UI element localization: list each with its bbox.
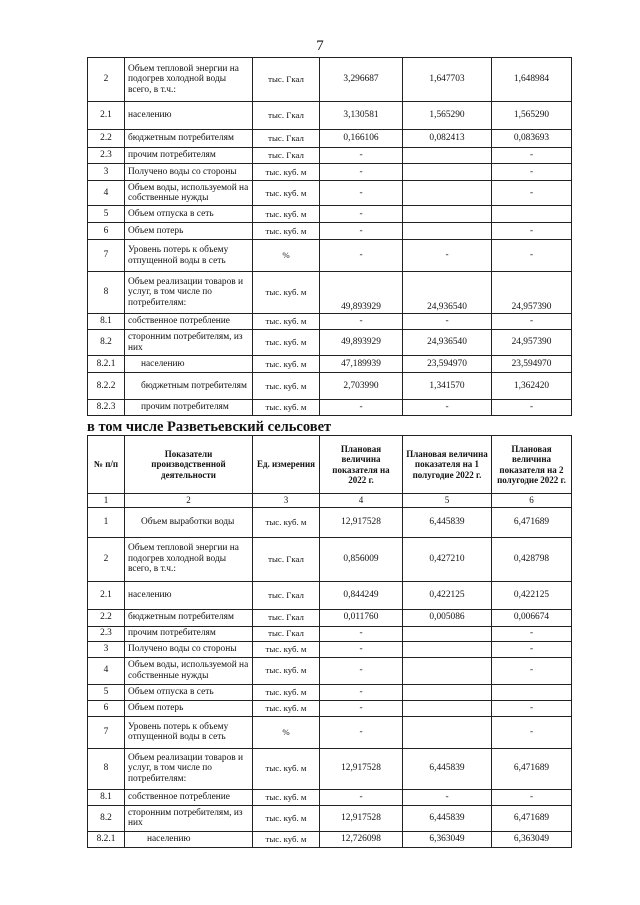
row-plan-h1: 6,445839 xyxy=(403,748,492,789)
row-plan-h1: 6,363049 xyxy=(403,831,492,847)
row-indicator-name: населению xyxy=(125,356,253,373)
table-row xyxy=(88,507,572,537)
table-row xyxy=(88,609,572,626)
row-unit: тыс. куб. м xyxy=(253,181,320,206)
row-unit: тыс. Гкал xyxy=(253,102,320,130)
row-plan-year: 12,917528 xyxy=(320,507,403,537)
row-unit: тыс. Гкал xyxy=(253,130,320,148)
row-indicator-name: Объем тепловой энергии на подогрев холодной воды всего, в т.ч.: xyxy=(125,537,253,581)
row-unit: тыс. куб. м xyxy=(253,206,320,223)
table-row xyxy=(88,240,572,272)
row-plan-h1: 6,445839 xyxy=(403,507,492,537)
header-no: № п/п xyxy=(88,436,125,494)
table-row xyxy=(88,626,572,641)
table-row xyxy=(88,641,572,657)
row-plan-h2: 0,083693 xyxy=(492,130,572,148)
row-plan-h2: - xyxy=(492,716,572,748)
row-plan-year: 3,130581 xyxy=(320,102,403,130)
row-plan-year: - xyxy=(320,164,403,181)
column-number: 6 xyxy=(492,494,572,508)
row-unit: тыс. куб. м xyxy=(253,400,320,416)
row-number: 2 xyxy=(88,537,125,581)
header-plan-h1: Плановая величина показателя на 1 полугодие 2022 г. xyxy=(403,436,492,494)
row-indicator-name: населению xyxy=(125,581,253,609)
row-plan-year: - xyxy=(320,400,403,416)
row-unit: тыс. куб. м xyxy=(253,356,320,373)
row-unit: тыс. Гкал xyxy=(253,148,320,164)
row-plan-year: 12,917528 xyxy=(320,805,403,831)
row-plan-h1: 6,445839 xyxy=(403,805,492,831)
row-plan-h1 xyxy=(403,626,492,641)
row-indicator-name: сторонним потребителям, из них xyxy=(125,330,253,356)
row-number: 5 xyxy=(88,684,125,700)
row-plan-h2: 6,471689 xyxy=(492,748,572,789)
row-indicator-name: Объем воды, используемой на собственные нужды xyxy=(125,657,253,684)
row-plan-year: - xyxy=(320,148,403,164)
row-indicator-name: Объем выработки воды xyxy=(125,507,253,537)
row-plan-year: - xyxy=(320,223,403,240)
page-number: 7 xyxy=(316,38,324,54)
row-plan-h1: 24,936540 xyxy=(403,272,492,314)
row-indicator-name: Получено воды со стороны xyxy=(125,641,253,657)
row-number: 7 xyxy=(88,716,125,748)
row-plan-h2: 23,594970 xyxy=(492,356,572,373)
row-plan-year: 0,856009 xyxy=(320,537,403,581)
row-unit: тыс. куб. м xyxy=(253,223,320,240)
row-indicator-name: бюджетным потребителям xyxy=(125,130,253,148)
row-plan-h2: - xyxy=(492,314,572,330)
table-row xyxy=(88,58,572,102)
table-row xyxy=(88,130,572,148)
row-unit: тыс. куб. м xyxy=(253,507,320,537)
row-plan-h2: - xyxy=(492,789,572,805)
row-unit: тыс. Гкал xyxy=(253,537,320,581)
row-number: 2.1 xyxy=(88,102,125,130)
table-row xyxy=(88,657,572,684)
row-number: 2.3 xyxy=(88,148,125,164)
row-plan-h1 xyxy=(403,206,492,223)
row-plan-year: - xyxy=(320,314,403,330)
row-plan-h2: - xyxy=(492,657,572,684)
row-number: 8.2.2 xyxy=(88,373,125,400)
row-plan-year: - xyxy=(320,240,403,272)
row-indicator-name: Получено воды со стороны xyxy=(125,164,253,181)
row-plan-h1: 0,005086 xyxy=(403,609,492,626)
row-unit: тыс. куб. м xyxy=(253,272,320,314)
row-unit: тыс. Гкал xyxy=(253,581,320,609)
row-number: 3 xyxy=(88,641,125,657)
row-plan-h2: 6,471689 xyxy=(492,805,572,831)
row-plan-year: - xyxy=(320,716,403,748)
row-plan-year: - xyxy=(320,641,403,657)
row-plan-year: 49,893929 xyxy=(320,272,403,314)
row-number: 1 xyxy=(88,507,125,537)
row-plan-h1: - xyxy=(403,789,492,805)
row-plan-year: 0,844249 xyxy=(320,581,403,609)
table-row xyxy=(88,537,572,581)
row-number: 8 xyxy=(88,748,125,789)
column-number-row xyxy=(88,494,572,508)
row-number: 8.2 xyxy=(88,805,125,831)
production-indicators-table-razvetyevsky xyxy=(87,435,572,848)
table-row xyxy=(88,181,572,206)
table-row xyxy=(88,789,572,805)
row-number: 2.2 xyxy=(88,130,125,148)
row-number: 8.1 xyxy=(88,789,125,805)
row-plan-h2: 1,648984 xyxy=(492,58,572,102)
row-plan-year: - xyxy=(320,657,403,684)
row-plan-h2: - xyxy=(492,181,572,206)
row-number: 4 xyxy=(88,181,125,206)
row-indicator-name: бюджетным потребителям xyxy=(125,373,253,400)
row-plan-h2: 6,471689 xyxy=(492,507,572,537)
row-plan-h2: - xyxy=(492,641,572,657)
row-number: 8.2 xyxy=(88,330,125,356)
row-plan-h1: - xyxy=(403,400,492,416)
row-plan-h1 xyxy=(403,657,492,684)
row-plan-h1: 0,422125 xyxy=(403,581,492,609)
row-plan-h2: 0,428798 xyxy=(492,537,572,581)
table-row xyxy=(88,223,572,240)
row-unit: тыс. куб. м xyxy=(253,748,320,789)
table-row xyxy=(88,831,572,847)
row-number: 7 xyxy=(88,240,125,272)
row-indicator-name: населению xyxy=(125,831,253,847)
row-indicator-name: Объем реализации товаров и услуг, в том числе по потребителям: xyxy=(125,272,253,314)
row-number: 3 xyxy=(88,164,125,181)
row-indicator-name: Объем потерь xyxy=(125,223,253,240)
row-plan-h1 xyxy=(403,148,492,164)
row-indicator-name: Объем реализации товаров и услуг, в том числе по потребителям: xyxy=(125,748,253,789)
header-unit: Ед. измерения xyxy=(253,436,320,494)
row-plan-h2: 24,957390 xyxy=(492,272,572,314)
table-row xyxy=(88,206,572,223)
row-plan-h2: - xyxy=(492,400,572,416)
row-indicator-name: Уровень потерь к объему отпущенной воды в сеть xyxy=(125,240,253,272)
row-plan-h1 xyxy=(403,223,492,240)
row-unit: тыс. куб. м xyxy=(253,641,320,657)
row-plan-h2: - xyxy=(492,223,572,240)
row-unit: тыс. куб. м xyxy=(253,700,320,716)
row-unit: тыс. куб. м xyxy=(253,314,320,330)
row-plan-h2 xyxy=(492,684,572,700)
row-plan-h2: - xyxy=(492,164,572,181)
row-plan-year: 0,011760 xyxy=(320,609,403,626)
row-plan-h2: 1,565290 xyxy=(492,102,572,130)
table-row xyxy=(88,748,572,789)
row-indicator-name: сторонним потребителям, из них xyxy=(125,805,253,831)
table-row xyxy=(88,805,572,831)
row-unit: тыс. куб. м xyxy=(253,330,320,356)
row-plan-h2: - xyxy=(492,240,572,272)
table-row xyxy=(88,148,572,164)
header-indicator: Показатели производственной деятельности xyxy=(125,436,253,494)
row-indicator-name: Объем отпуска в сеть xyxy=(125,206,253,223)
row-plan-year: 12,726098 xyxy=(320,831,403,847)
row-unit: тыс. Гкал xyxy=(253,58,320,102)
row-indicator-name: бюджетным потребителям xyxy=(125,609,253,626)
row-number: 8.2.1 xyxy=(88,831,125,847)
header-plan-h2: Плановая величина показателя на 2 полугодие 2022 г. xyxy=(492,436,572,494)
production-indicators-table-total xyxy=(87,57,572,416)
row-unit: % xyxy=(253,716,320,748)
column-number: 5 xyxy=(403,494,492,508)
row-indicator-name: Объем потерь xyxy=(125,700,253,716)
table-row xyxy=(88,400,572,416)
table-row xyxy=(88,716,572,748)
row-indicator-name: Объем воды, используемой на собственные нужды xyxy=(125,181,253,206)
table-row xyxy=(88,700,572,716)
row-number: 2.3 xyxy=(88,626,125,641)
row-plan-h2: 1,362420 xyxy=(492,373,572,400)
row-plan-h2: 0,422125 xyxy=(492,581,572,609)
table-header-row xyxy=(88,436,572,494)
row-plan-h2: 24,957390 xyxy=(492,330,572,356)
row-plan-h2: - xyxy=(492,148,572,164)
row-number: 6 xyxy=(88,700,125,716)
row-plan-h1: 1,341570 xyxy=(403,373,492,400)
row-plan-h1 xyxy=(403,181,492,206)
row-unit: % xyxy=(253,240,320,272)
table-row xyxy=(88,684,572,700)
row-plan-h1 xyxy=(403,641,492,657)
row-plan-h2: 0,006674 xyxy=(492,609,572,626)
row-plan-h1 xyxy=(403,700,492,716)
row-plan-h1 xyxy=(403,684,492,700)
section-title-razvetyevsky: в том числе Разветьевский сельсовет xyxy=(87,419,332,435)
row-plan-year: - xyxy=(320,181,403,206)
row-plan-h2 xyxy=(492,206,572,223)
row-indicator-name: прочим потребителям xyxy=(125,148,253,164)
row-number: 4 xyxy=(88,657,125,684)
row-plan-h1: 0,427210 xyxy=(403,537,492,581)
row-plan-h2: - xyxy=(492,626,572,641)
row-unit: тыс. куб. м xyxy=(253,831,320,847)
row-unit: тыс. куб. м xyxy=(253,373,320,400)
row-number: 2 xyxy=(88,58,125,102)
table-row xyxy=(88,102,572,130)
row-number: 2.1 xyxy=(88,581,125,609)
row-unit: тыс. куб. м xyxy=(253,789,320,805)
row-indicator-name: прочим потребителям xyxy=(125,400,253,416)
row-plan-h1: - xyxy=(403,240,492,272)
row-number: 5 xyxy=(88,206,125,223)
table-row xyxy=(88,330,572,356)
column-number: 4 xyxy=(320,494,403,508)
table-row xyxy=(88,356,572,373)
table-row xyxy=(88,373,572,400)
row-plan-h2: - xyxy=(492,700,572,716)
row-number: 8 xyxy=(88,272,125,314)
row-plan-year: 2,703990 xyxy=(320,373,403,400)
column-number: 1 xyxy=(88,494,125,508)
row-plan-year: - xyxy=(320,206,403,223)
row-plan-year: 49,893929 xyxy=(320,330,403,356)
row-unit: тыс. куб. м xyxy=(253,684,320,700)
row-plan-year: 3,296687 xyxy=(320,58,403,102)
row-plan-year: 0,166106 xyxy=(320,130,403,148)
row-number: 2.2 xyxy=(88,609,125,626)
row-indicator-name: собственное потребление xyxy=(125,314,253,330)
row-number: 8.1 xyxy=(88,314,125,330)
row-plan-h1: 0,082413 xyxy=(403,130,492,148)
row-plan-year: - xyxy=(320,789,403,805)
row-number: 6 xyxy=(88,223,125,240)
row-number: 8.2.1 xyxy=(88,356,125,373)
row-plan-h1: 1,647703 xyxy=(403,58,492,102)
row-plan-h1: 23,594970 xyxy=(403,356,492,373)
column-number: 2 xyxy=(125,494,253,508)
row-plan-h1 xyxy=(403,716,492,748)
row-plan-h1: - xyxy=(403,314,492,330)
row-plan-year: - xyxy=(320,700,403,716)
column-number: 3 xyxy=(253,494,320,508)
row-plan-h1 xyxy=(403,164,492,181)
table-row xyxy=(88,164,572,181)
row-unit: тыс. Гкал xyxy=(253,626,320,641)
row-plan-year: 12,917528 xyxy=(320,748,403,789)
row-unit: тыс. куб. м xyxy=(253,657,320,684)
row-plan-year: - xyxy=(320,626,403,641)
row-unit: тыс. Гкал xyxy=(253,609,320,626)
row-indicator-name: собственное потребление xyxy=(125,789,253,805)
row-indicator-name: Объем тепловой энергии на подогрев холодной воды всего, в т.ч.: xyxy=(125,58,253,102)
row-number: 8.2.3 xyxy=(88,400,125,416)
row-plan-h1: 1,565290 xyxy=(403,102,492,130)
row-plan-year: 47,189939 xyxy=(320,356,403,373)
row-plan-h1: 24,936540 xyxy=(403,330,492,356)
row-plan-h2: 6,363049 xyxy=(492,831,572,847)
table-row xyxy=(88,314,572,330)
row-indicator-name: прочим потребителям xyxy=(125,626,253,641)
row-indicator-name: Объем отпуска в сеть xyxy=(125,684,253,700)
table-row xyxy=(88,272,572,314)
row-unit: тыс. куб. м xyxy=(253,164,320,181)
row-plan-year: - xyxy=(320,684,403,700)
header-plan-year: Плановая величина показателя на 2022 г. xyxy=(320,436,403,494)
row-indicator-name: Уровень потерь к объему отпущенной воды в сеть xyxy=(125,716,253,748)
row-indicator-name: населению xyxy=(125,102,253,130)
row-unit: тыс. куб. м xyxy=(253,805,320,831)
table-row xyxy=(88,581,572,609)
